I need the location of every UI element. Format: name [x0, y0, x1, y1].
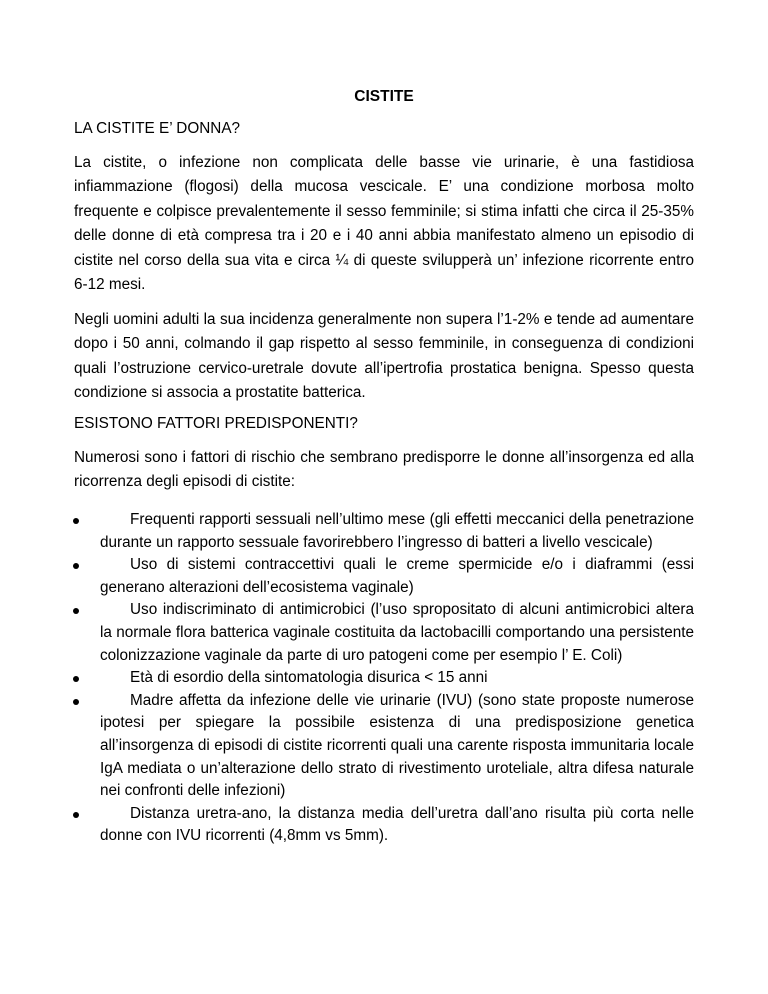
list-item-text: Uso di sistemi contraccettivi quali le creme spermicide e/o i diaframmi (essi generano alterazioni dell’ecosistema vaginale)	[100, 556, 694, 596]
list-item-text: Distanza uretra-ano, la distanza media dell’uretra dall’ano risulta più corta nelle donne con IVU ricorrenti (4,8mm vs 5mm).	[100, 804, 694, 845]
bullet-icon	[73, 676, 79, 682]
list-item-text: Uso indiscriminato di antimicrobici (l’uso spropositato di alcuni antimicrobici altera la normale flora batterica vaginale costituita da lactobacilli comportando una persistente colonizzazione vaginale da parte di uro patogeni come per esempio l’ E. Coli)	[100, 601, 694, 664]
section-heading-cistite-donna: LA CISTITE E’ DONNA?	[74, 120, 241, 137]
bullet-icon	[73, 699, 79, 705]
paragraph-uomini: Negli uomini adulti la sua incidenza generalmente non supera l’1-2% e tende ad aumentare dopo i 50 anni, colmando il gap rispetto al sesso femminile, in conseguenza di condizioni quali l’ostruzione cervico-uretrale dovute all’ipertrofia prostatica benigna. Spesso questa condizione si associa a prostatite batterica.	[74, 311, 694, 402]
list-item	[74, 690, 694, 803]
paragraph-fattori-intro: Numerosi sono i fattori di rischio che sembrano predisporre le donne all’insorgenza ed alla ricorrenza degli episodi di cistite:	[74, 449, 694, 491]
bullet-icon	[73, 812, 79, 818]
risk-factor-list	[74, 509, 694, 848]
bullet-icon	[73, 518, 79, 524]
list-item-text: Frequenti rapporti sessuali nell’ultimo mese (gli effetti meccanici della penetrazione durante un rapporto sessuale favorirebbero l’ingresso di batteri a livello vescicale)	[100, 511, 694, 551]
list-item	[74, 599, 694, 667]
document-title: CISTITE	[354, 88, 414, 105]
list-item-text: Madre affetta da infezione delle vie urinarie (IVU) (sono state proposte numerose ipotesi per spiegare la possibile esistenza di una predisposizione genetica all’insorgenza di episodi di cistite ricorrenti quali una carente risposta immunitaria locale IgA mediata o un’alterazione dello strato di rivestimento uroteliale, altra difesa naturale nei confronti delle infezioni)	[100, 691, 694, 800]
list-item-text: Età di esordio della sintomatologia disurica < 15 anni	[130, 669, 488, 687]
bullet-icon	[73, 608, 79, 614]
section-heading-fattori: ESISTONO FATTORI PREDISPONENTI?	[74, 415, 358, 432]
paragraph-intro: La cistite, o infezione non complicata delle basse vie urinarie, è una fastidiosa infiammazione (flogosi) della mucosa vescicale. E’ una condizione morbosa molto frequente e colpisce prevalentemente il sesso femminile; si stima infatti che circa il 25-35% delle donne di età compresa tra i 20 e i 40 anni abbia manifestato almeno un episodio di cistite nel corso della sua vita e circa ¼ di queste svilupperà un’ infezione ricorrente entro 6-12 mesi.	[74, 154, 694, 294]
list-item	[74, 509, 694, 554]
list-item	[74, 667, 694, 690]
list-item	[74, 803, 694, 848]
list-item	[74, 554, 694, 599]
bullet-icon	[73, 563, 79, 569]
